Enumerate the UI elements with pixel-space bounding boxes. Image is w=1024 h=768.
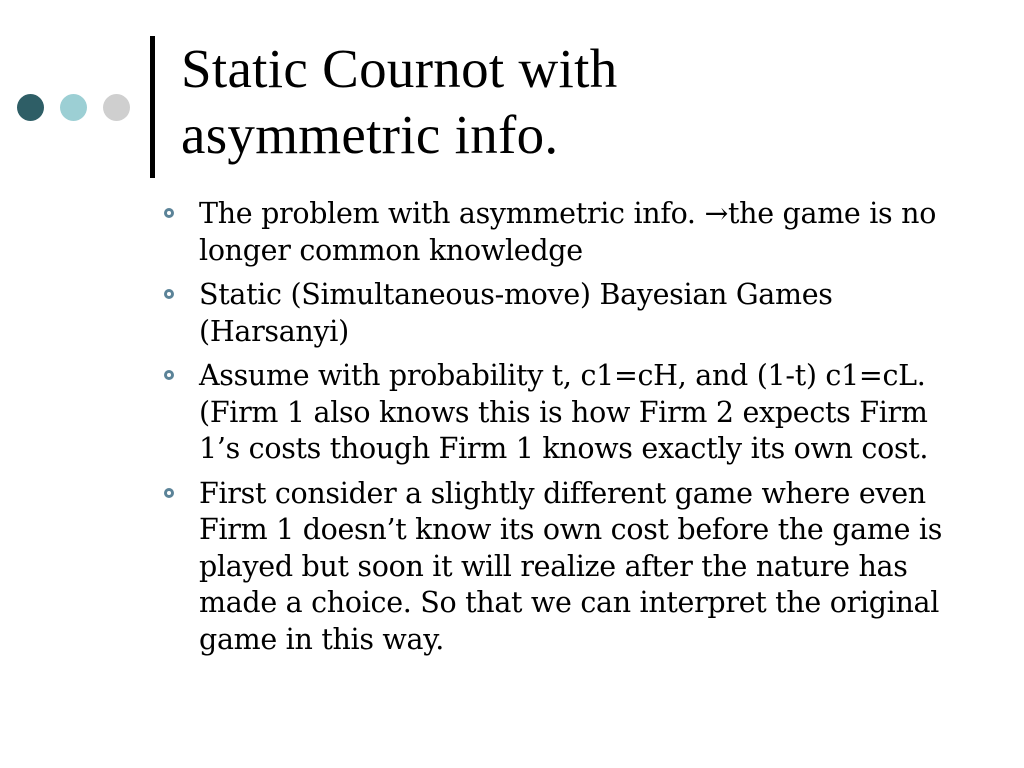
bullet-text: Static (Simultaneous-move) Bayesian Games (Harsanyi) [199,278,833,348]
bullet-item [164,476,944,659]
bullet-ring-icon [164,370,174,380]
bullet-text: First consider a slightly different game where even Firm 1 doesn’t know its own cost before the game is played but soon it will realize after the nature has made a choice. So that we can interpret the original game in this way. [199,476,943,656]
dot-dark-teal [17,94,44,121]
dot-light-teal [60,94,87,121]
title-divider-rule [150,36,155,178]
bullet-list [164,196,944,666]
title-line-1: Static Cournot with [181,38,618,99]
bullet-item [164,358,944,468]
bullet-ring-icon [164,208,174,218]
slide-title [181,36,981,168]
bullet-text: The problem with asymmetric info. →the game is no longer common knowledge [199,197,937,267]
bullet-ring-icon [164,488,174,498]
bullet-item [164,277,944,350]
bullet-text: Assume with probability t, c1=cH, and (1-t) c1=cL. (Firm 1 also knows this is how Firm 2 expects Firm 1’s costs though Firm 1 knows exactly its own cost. [199,359,929,465]
decorative-dots [17,94,135,122]
bullet-ring-icon [164,289,174,299]
dot-gray [103,94,130,121]
title-line-2: asymmetric info. [181,104,559,165]
bullet-item [164,196,944,269]
